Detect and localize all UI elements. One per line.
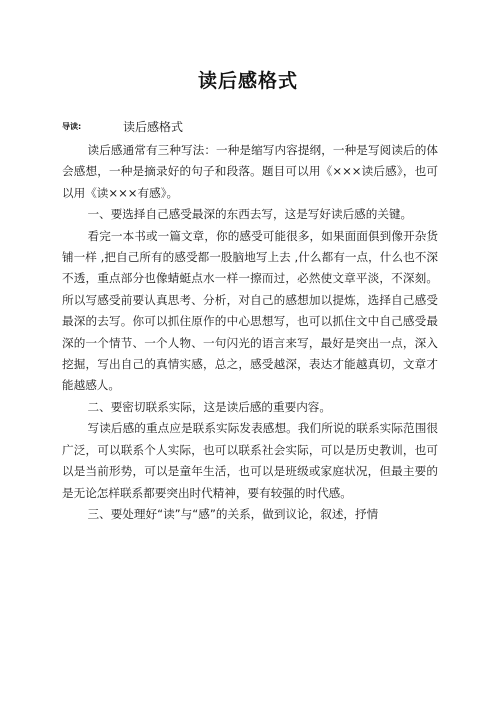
document-title: 读后感格式 (197, 70, 298, 92)
paragraph: 看完一本书或一篇文章，你的感受可能很多，如果面面俱到像开杂货铺一样 ,把自己所有的感受都一股脑地写上去 ,什么都有一点，什么也不深不透，重点部分也像蜻蜓点水一样一擦而过，必然使文章平淡，不深刻。所以写感受前要认真思考、分析，对自己的感想加以提炼，选择自己感受最深的去写。你可以抓住原作的中心思想写，也可以抓住文中自己感受最深的一个情节、一个人物、一句闪光的语言来写，最好是突出一点，深入挖掘，写出自己的真情实感，总之，感受越深，表达才能越真切，文章才能越感人。 (62, 228, 438, 393)
paragraph: 三、要处理好“读”与“感”的关系，做到议论，叙述，抒情 (87, 506, 379, 521)
paragraph: 二、要密切联系实际，这是读后感的重要内容。 (87, 399, 331, 414)
paragraph: 读后感通常有三种写法：一种是缩写内容提纲，一种是写阅读后的体会感想，一种是摘录好的句子和段落。题目可以用《×××读后感》，也可以用《读×××有感》。 (62, 143, 438, 200)
paragraph: 写读后感的重点应是联系实际发表感想。我们所说的联系实际范围很广泛，可以联系个人实际，也可以联系社会实际，可以是历史教训，也可以是当前形势，可以是童年生活，也可以是班级或家庭状况，但最主要的是无论怎样联系都要突出时代精神，要有较强的时代感。 (62, 421, 438, 500)
guide-text: 读后感格式 (123, 119, 184, 134)
document-body (62, 140, 438, 525)
guide-row (62, 118, 183, 135)
guide-label: 导读: (62, 121, 82, 131)
paragraph: 一、要选择自己感受最深的东西去写，这是写好读后感的关键。 (87, 207, 413, 222)
